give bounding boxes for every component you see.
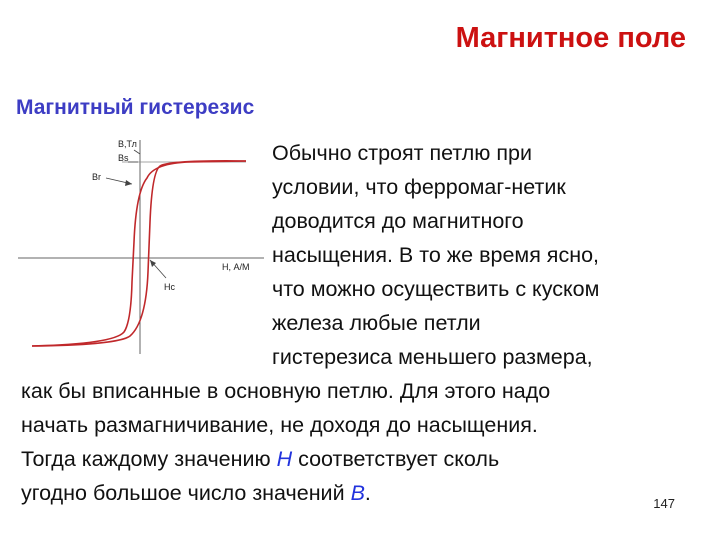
text-line: начать размагничивание, не доходя до насыщения. — [21, 413, 538, 437]
text-segment: . — [364, 481, 371, 505]
section-subtitle: Магнитный гистерезис — [16, 96, 255, 119]
text-line: как бы вписанные в основную петлю. Для этого надо — [21, 379, 551, 403]
body-text-right — [272, 136, 599, 374]
text-line-b — [21, 476, 550, 510]
text-line: гистерезиса меньшего размера, — [272, 345, 593, 369]
variable-h: H — [276, 447, 293, 471]
y-axis-label: B,Тл — [118, 139, 137, 149]
text-segment: соответствует сколь — [292, 447, 500, 471]
bs-label: Bs — [118, 153, 129, 163]
text-line: железа любые петли — [272, 311, 481, 335]
text-line: насыщения. В то же время ясно, — [272, 243, 600, 267]
slide-title: Магнитное поле — [455, 22, 686, 54]
text-line: доводится до магнитного — [272, 209, 524, 233]
text-line: Обычно строят петлю при — [272, 141, 532, 165]
text-line: условии, что ферромаг-нетик — [272, 175, 566, 199]
text-segment: Тогда каждому значению — [21, 447, 277, 471]
br-label: Br — [92, 172, 101, 182]
page-number: 147 — [653, 496, 675, 511]
hysteresis-loop-diagram — [14, 132, 276, 364]
descending-branch — [32, 161, 246, 346]
hc-label: Hc — [164, 282, 175, 292]
br-arrowhead — [125, 180, 132, 186]
variable-b: B — [350, 481, 365, 505]
y-axis-label-pointer — [134, 150, 140, 154]
x-axis-label: H, А/М — [222, 262, 250, 272]
ascending-branch — [32, 161, 246, 346]
text-line-h — [21, 442, 550, 476]
text-segment: угодно большое число значений — [21, 481, 351, 505]
text-line: что можно осуществить с куском — [272, 277, 600, 301]
body-text-left — [21, 374, 550, 510]
